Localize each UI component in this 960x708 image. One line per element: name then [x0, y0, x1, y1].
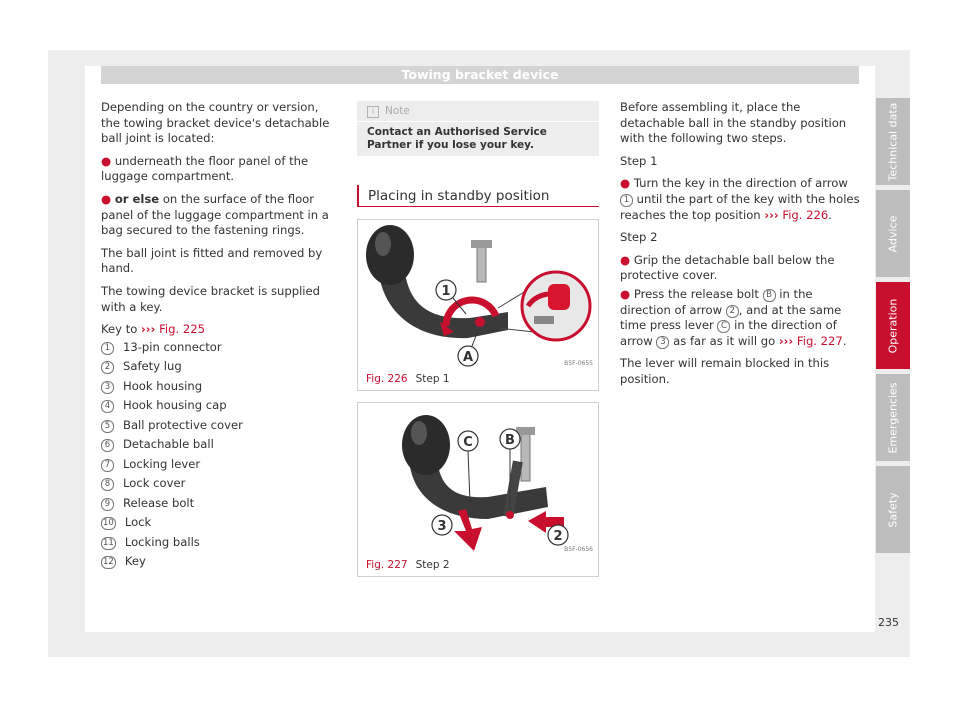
step-1-bullet: ● Turn the key in the direction of arrow 1 until the part of the key with the holes reaches the top position ››› Fig. 226. — [620, 176, 860, 222]
towing-ball-step1-illustration — [358, 220, 598, 368]
step-2-bullet: ● Press the release bolt B in the direction of arrow 2 , and at the same time press lever C in the direction of arrow 3 as far as it will go ››› Fig. 227. — [620, 286, 847, 348]
info-icon: i — [367, 106, 379, 118]
number-badge: 1 — [620, 194, 633, 207]
figure-number: Fig. 226 — [366, 373, 408, 385]
key-label: Hook housing cap — [123, 398, 227, 413]
number-badge: 1 — [101, 342, 114, 355]
step-2-bullet: ● Grip the detachable ball below the protective cover. — [620, 252, 835, 283]
number-badge: 5 — [101, 420, 114, 433]
key-list-item — [101, 396, 339, 416]
left-column — [101, 100, 339, 572]
key-label: Detachable ball — [123, 437, 214, 452]
section-title: Placing in standby position — [357, 185, 599, 207]
figure-caption-text: Step 1 — [415, 373, 450, 385]
paragraph: The towing device bracket is supplied with a key. — [101, 283, 321, 314]
key-list-item — [101, 435, 339, 455]
callout-2: 2 — [553, 529, 563, 544]
key-list-item — [101, 416, 339, 436]
letter-badge: C — [717, 320, 730, 333]
number-badge: 3 — [656, 336, 669, 349]
figure-caption — [358, 368, 598, 390]
tab-technical-data[interactable]: Technical data — [876, 98, 910, 185]
key-heading — [101, 322, 339, 338]
note-header — [357, 101, 599, 122]
number-badge: 6 — [101, 439, 114, 452]
key-label: Hook housing — [123, 378, 203, 393]
key-list-item — [101, 377, 339, 397]
key-label: Ball protective cover — [123, 417, 243, 432]
key-label: Release bolt — [123, 495, 195, 510]
number-badge: 8 — [101, 478, 114, 491]
key-list-item — [101, 494, 339, 514]
key-list-item — [101, 533, 339, 553]
bullet-icon: ● — [101, 153, 112, 168]
key-label: Safety lug — [123, 359, 182, 374]
figure-code: B5F-0655 — [564, 360, 593, 367]
figure-number: Fig. 227 — [366, 559, 408, 571]
note-body: Contact an Authorised Service Partner if you lose your key. — [367, 126, 547, 151]
number-badge: 11 — [103, 537, 114, 548]
final-text: The lever will remain blocked in this position. — [620, 356, 830, 386]
note-box — [357, 101, 599, 156]
key-label: Lock — [124, 515, 152, 530]
callout-B: B — [505, 433, 515, 448]
bullet-item — [101, 154, 339, 185]
key-list — [101, 338, 339, 572]
side-tabs — [876, 98, 910, 558]
key-label: Lock cover — [123, 476, 186, 491]
tab-safety[interactable]: Safety — [876, 466, 910, 553]
number-badge: 9 — [101, 498, 114, 511]
key-list-item — [101, 455, 339, 475]
step-2-title: Step 2 — [620, 230, 658, 245]
intro-text: Before assembling it, place the detachable ball in the standby position with the following two steps. — [620, 100, 847, 146]
key-list-item — [101, 357, 339, 377]
number-badge: 2 — [726, 305, 739, 318]
page-header: Towing bracket device — [101, 66, 859, 84]
intro-text: Depending on the country or version, the towing bracket device's detachable ball joint is located: — [101, 100, 330, 146]
bullet-icon: ● — [620, 252, 631, 267]
letter-badge: B — [763, 289, 776, 302]
bold-text: or else — [114, 191, 160, 206]
key-label: Locking balls — [124, 534, 200, 549]
figure-226 — [357, 219, 599, 391]
bullet-icon: ● — [101, 191, 112, 206]
figure-caption — [358, 554, 598, 576]
fig-link[interactable]: ››› Fig. 227 — [778, 333, 843, 348]
note-title: Note — [385, 105, 410, 117]
bullet-item — [101, 192, 339, 239]
callout-C: C — [463, 435, 473, 450]
figure-caption-text: Step 2 — [415, 559, 450, 571]
key-list-item — [101, 474, 339, 494]
bullet-icon: ● — [620, 176, 631, 191]
callout-1: 1 — [441, 284, 451, 299]
number-badge: 3 — [101, 381, 114, 394]
number-badge: 2 — [101, 361, 114, 374]
bullet-text: underneath the floor panel of the luggage compartment. — [101, 153, 309, 184]
right-column — [620, 100, 860, 395]
key-label: 13-pin connector — [123, 339, 222, 354]
key-to-label: Key to — [101, 322, 138, 337]
page-number: 235 — [878, 616, 899, 629]
callout-3: 3 — [437, 519, 447, 534]
key-list-item — [101, 338, 339, 358]
towing-ball-step2-illustration — [358, 403, 598, 554]
key-list-item — [101, 552, 339, 572]
number-badge: 10 — [103, 518, 114, 529]
number-badge: 7 — [101, 459, 114, 472]
number-badge: 12 — [103, 557, 114, 568]
tab-emergencies[interactable]: Emergencies — [876, 374, 910, 461]
key-label: Key — [124, 554, 146, 569]
figure-code: B5F-0656 — [564, 546, 593, 553]
number-badge: 4 — [101, 400, 114, 413]
tab-operation[interactable]: Operation — [876, 282, 910, 369]
key-list-item — [101, 513, 339, 533]
fig-link[interactable]: ››› Fig. 225 — [141, 322, 205, 337]
paragraph: The ball joint is fitted and removed by hand. — [101, 245, 323, 276]
step-1-title: Step 1 — [620, 153, 658, 168]
callout-A: A — [462, 350, 474, 365]
fig-link[interactable]: ››› Fig. 226 — [764, 207, 829, 222]
bullet-icon: ● — [620, 286, 631, 301]
tab-advice[interactable]: Advice — [876, 190, 910, 277]
bullet-text: on the surface of the floor panel of the luggage compartment in a bag secured to the fastening rings. — [101, 191, 329, 238]
figure-227 — [357, 402, 599, 577]
key-label: Locking lever — [123, 456, 201, 471]
